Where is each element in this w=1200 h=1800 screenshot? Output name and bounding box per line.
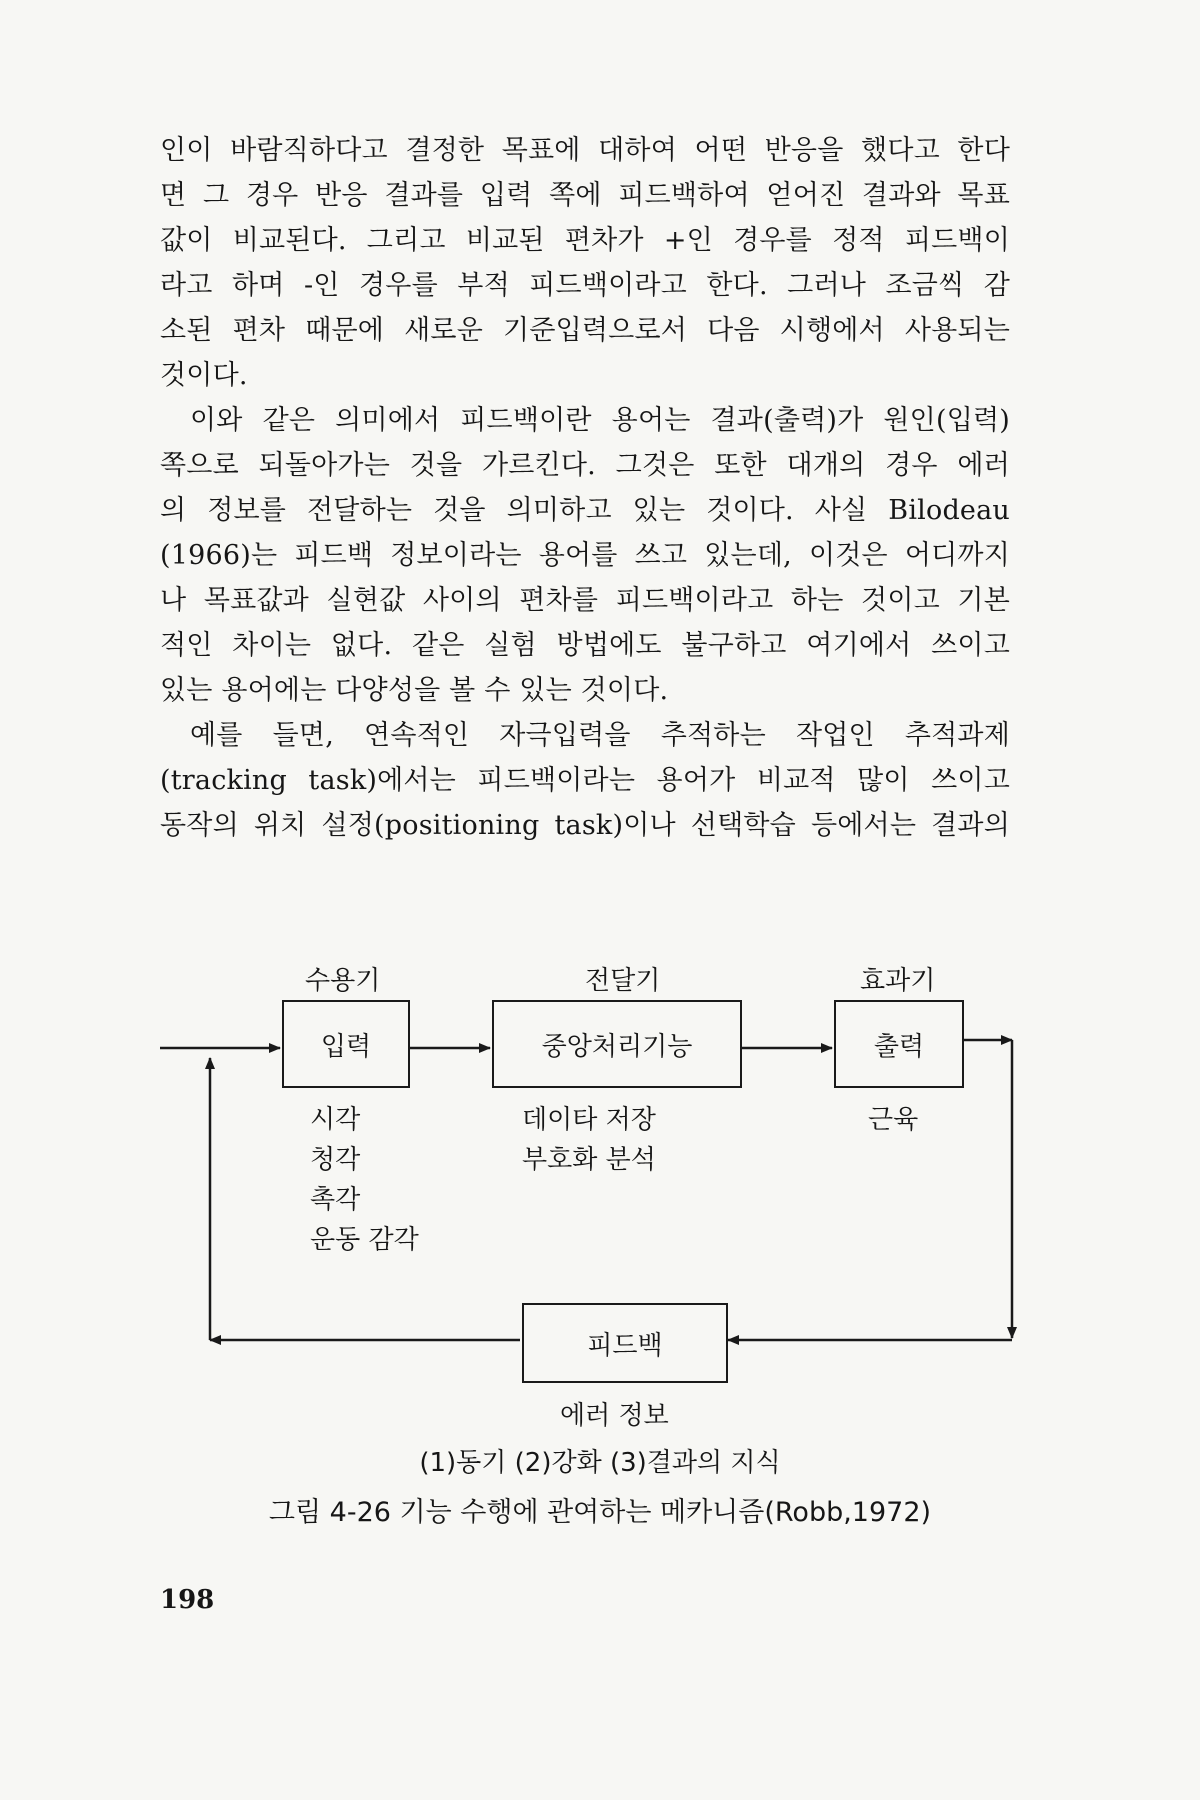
text-line: 것이다.: [160, 360, 248, 391]
feedback-note: 에러 정보: [560, 1401, 669, 1431]
central-item: 부호화 분석: [522, 1145, 656, 1175]
text-line: 동작의 위치 설정(positioning task)이나 선택학습 등에서는 결과의: [160, 810, 1010, 841]
text-line: 값이 비교된다. 그리고 비교된 편차가 +인 경우를 정적 피드백이: [160, 225, 1010, 256]
text-line: 이와 같은 의미에서 피드백이란 용어는 결과(출력)가 원인(입력): [190, 405, 1010, 436]
page-number: 198: [160, 1585, 215, 1615]
text-line: 면 그 경우 반응 결과를 입력 쪽에 피드백하여 얻어진 결과와 목표: [160, 180, 1010, 211]
figure-caption: 그림 4-26 기능 수행에 관여하는 메카니즘(Robb,1972): [268, 1497, 932, 1528]
text-line: 의 정보를 전달하는 것을 의미하고 있는 것이다. 사실 Bilodeau: [160, 495, 1010, 526]
output-item: 근육: [868, 1105, 919, 1135]
text-line: 있는 용어에는 다양성을 볼 수 있는 것이다.: [160, 675, 669, 706]
text-line: 라고 하며 -인 경우를 부적 피드백이라고 한다. 그러나 조금씩 감: [160, 270, 1010, 301]
text-line: 인이 바람직하다고 결정한 목표에 대하여 어떤 반응을 했다고 한다: [160, 135, 1010, 166]
effector-label: 효과기: [860, 966, 936, 996]
input-items: [310, 1100, 419, 1260]
output-box: 출력: [834, 1000, 964, 1088]
text-line: 나 목표값과 실현값 사이의 편차를 피드백이라고 하는 것이고 기본: [160, 585, 1010, 616]
feedback-box: 피드백: [522, 1303, 728, 1383]
input-item: 청각: [310, 1145, 361, 1175]
text-line: 소된 편차 때문에 새로운 기준입력으로서 다음 시행에서 사용되는: [160, 315, 1010, 346]
central-items: [522, 1100, 656, 1180]
central-item: 데이타 저장: [522, 1105, 656, 1135]
figure-sub-caption: (1)동기 (2)강화 (3)결과의 지식: [419, 1448, 781, 1478]
receptor-label: 수용기: [305, 966, 381, 996]
text-line: (1966)는 피드백 정보이라는 용어를 쓰고 있는데, 이것은 어디까지: [160, 540, 1010, 571]
input-item: 시각: [310, 1105, 361, 1135]
text-line: 예를 들면, 연속적인 자극입력을 추적하는 작업인 추적과제: [190, 720, 1010, 751]
text-line: 적인 차이는 없다. 같은 실험 방법에도 불구하고 여기에서 쓰이고: [160, 630, 1010, 661]
text-line: 쪽으로 되돌아가는 것을 가르킨다. 그것은 또한 대개의 경우 에러: [160, 450, 1010, 481]
central-processing-box: 중앙처리기능: [492, 1000, 742, 1088]
text-line: (tracking task)에서는 피드백이라는 용어가 비교적 많이 쓰이고: [160, 765, 1010, 796]
input-box: 입력: [282, 1000, 410, 1088]
transmitter-label: 전달기: [585, 966, 661, 996]
input-item: 촉각: [310, 1185, 361, 1215]
input-item: 운동 감각: [310, 1225, 419, 1255]
output-items: [868, 1100, 918, 1140]
